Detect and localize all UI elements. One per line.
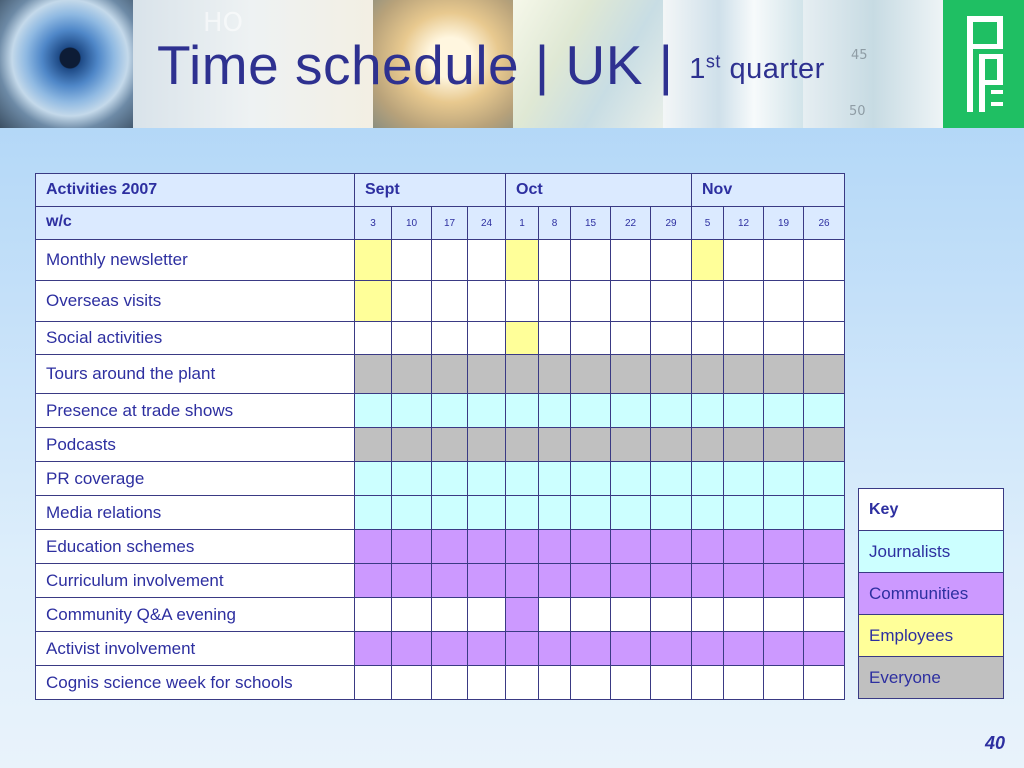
schedule-cell: [611, 496, 651, 530]
schedule-cell: [611, 462, 651, 496]
schedule-cell: [804, 355, 845, 394]
week-header: 17: [432, 207, 468, 240]
schedule-cell: [692, 496, 724, 530]
schedule-cell: [611, 281, 651, 322]
schedule-cell: [539, 496, 571, 530]
schedule-cell: [571, 598, 611, 632]
key-item-employees: Employees: [859, 615, 1004, 657]
schedule-cell: [355, 564, 392, 598]
activity-label: Community Q&A evening: [36, 598, 355, 632]
schedule-cell: [432, 598, 468, 632]
schedule-cell: [571, 632, 611, 666]
schedule-cell: [432, 530, 468, 564]
schedule-cell: [571, 428, 611, 462]
week-header: 15: [571, 207, 611, 240]
schedule-cell: [539, 530, 571, 564]
key-item-communities: Communities: [859, 573, 1004, 615]
schedule-cell: [539, 428, 571, 462]
schedule-cell: [804, 530, 845, 564]
schedule-cell: [651, 564, 692, 598]
schedule-cell: [571, 394, 611, 428]
activity-label: Presence at trade shows: [36, 394, 355, 428]
schedule-cell: [724, 666, 764, 700]
schedule-cell: [355, 394, 392, 428]
schedule-cell: [468, 322, 506, 355]
key-title: Key: [859, 489, 1004, 531]
schedule-cell: [764, 598, 804, 632]
schedule-cell: [392, 496, 432, 530]
schedule-cell: [651, 428, 692, 462]
schedule-cell: [355, 598, 392, 632]
schedule-cell: [651, 530, 692, 564]
schedule-cell: [355, 322, 392, 355]
week-header: 19: [764, 207, 804, 240]
schedule-cell: [392, 666, 432, 700]
key-table: [858, 488, 1004, 699]
schedule-cell: [764, 530, 804, 564]
schedule-cell: [392, 428, 432, 462]
week-header: 10: [392, 207, 432, 240]
schedule-cell: [651, 598, 692, 632]
schedule-cell: [468, 632, 506, 666]
schedule-cell: [468, 564, 506, 598]
schedule-cell: [692, 666, 724, 700]
table-row: [36, 666, 845, 700]
schedule-cell: [724, 632, 764, 666]
schedule-cell: [392, 598, 432, 632]
schedule-cell: [804, 598, 845, 632]
schedule-cell: [355, 666, 392, 700]
schedule-cell: [539, 322, 571, 355]
month-header-oct: Oct: [506, 174, 692, 207]
schedule-cell: [764, 564, 804, 598]
schedule-cell: [611, 394, 651, 428]
key-item-journalists: Journalists: [859, 531, 1004, 573]
activity-label: PR coverage: [36, 462, 355, 496]
schedule-cell: [355, 281, 392, 322]
basf-logo: [943, 0, 1024, 128]
schedule-cell: [724, 281, 764, 322]
schedule-cell: [571, 564, 611, 598]
schedule-cell: [651, 632, 692, 666]
schedule-cell: [804, 428, 845, 462]
schedule-cell: [506, 530, 539, 564]
schedule-cell: [355, 496, 392, 530]
schedule-cell: [506, 666, 539, 700]
schedule-cell: [651, 394, 692, 428]
schedule-cell: [611, 598, 651, 632]
schedule-cell: [571, 355, 611, 394]
activities-header: Activities 2007: [36, 174, 355, 207]
schedule-cell: [724, 240, 764, 281]
schedule-cell: [764, 666, 804, 700]
schedule-cell: [355, 530, 392, 564]
schedule-cell: [506, 281, 539, 322]
schedule-cell: [764, 632, 804, 666]
schedule-cell: [804, 394, 845, 428]
banner-text-ho: HO: [203, 8, 244, 38]
schedule-cell: [804, 564, 845, 598]
schedule-cell: [804, 281, 845, 322]
schedule-cell: [468, 530, 506, 564]
schedule-cell: [506, 496, 539, 530]
schedule-cell: [651, 355, 692, 394]
schedule-cell: [692, 530, 724, 564]
schedule-cell: [506, 240, 539, 281]
schedule-cell: [506, 355, 539, 394]
week-header-row: [36, 207, 845, 240]
eye-photo: [0, 0, 133, 128]
schedule-cell: [611, 322, 651, 355]
schedule-cell: [724, 496, 764, 530]
schedule-cell: [651, 240, 692, 281]
schedule-cell: [432, 394, 468, 428]
schedule-cell: [539, 240, 571, 281]
schedule-cell: [804, 462, 845, 496]
schedule-cell: [692, 322, 724, 355]
table-row: [36, 496, 845, 530]
schedule-cell: [651, 322, 692, 355]
schedule-cell: [392, 281, 432, 322]
page-number: 40: [985, 733, 1006, 753]
schedule-cell: [692, 355, 724, 394]
table-row: [36, 240, 845, 281]
schedule-cell: [468, 598, 506, 632]
schedule-cell: [468, 496, 506, 530]
week-header: 8: [539, 207, 571, 240]
schedule-cell: [764, 462, 804, 496]
schedule-cell: [392, 240, 432, 281]
schedule-cell: [355, 462, 392, 496]
schedule-cell: [724, 564, 764, 598]
schedule-cell: [468, 394, 506, 428]
schedule-cell: [571, 530, 611, 564]
schedule-cell: [764, 240, 804, 281]
schedule-cell: [539, 281, 571, 322]
schedule-cell: [804, 322, 845, 355]
activity-label: Curriculum involvement: [36, 564, 355, 598]
activity-label: Social activities: [36, 322, 355, 355]
slide-title: [157, 30, 825, 110]
schedule-cell: [506, 428, 539, 462]
schedule-cell: [571, 322, 611, 355]
activity-label: Monthly newsletter: [36, 240, 355, 281]
schedule-cell: [724, 530, 764, 564]
schedule-cell: [432, 355, 468, 394]
schedule-cell: [539, 462, 571, 496]
schedule-cell: [539, 598, 571, 632]
schedule-cell: [804, 240, 845, 281]
schedule-cell: [611, 355, 651, 394]
table-row: [36, 355, 845, 394]
schedule-cell: [468, 281, 506, 322]
schedule-cell: [392, 632, 432, 666]
schedule-cell: [804, 496, 845, 530]
schedule-cell: [651, 281, 692, 322]
week-commencing-label: w/c: [36, 207, 355, 240]
schedule-cell: [692, 598, 724, 632]
week-header: 12: [724, 207, 764, 240]
title-ordinal: 1: [689, 53, 706, 85]
schedule-cell: [392, 322, 432, 355]
table-row: [36, 428, 845, 462]
schedule-cell: [764, 322, 804, 355]
schedule-cell: [355, 632, 392, 666]
schedule-cell: [692, 632, 724, 666]
schedule-cell: [392, 394, 432, 428]
schedule-cell: [571, 462, 611, 496]
schedule-cell: [392, 530, 432, 564]
table-row: [36, 462, 845, 496]
schedule-cell: [764, 496, 804, 530]
week-header: 3: [355, 207, 392, 240]
schedule-cell: [506, 632, 539, 666]
schedule-cell: [692, 240, 724, 281]
schedule-cell: [611, 428, 651, 462]
schedule-cell: [468, 355, 506, 394]
schedule-cell: [764, 394, 804, 428]
schedule-cell: [651, 462, 692, 496]
schedule-cell: [392, 564, 432, 598]
schedule-cell: [506, 462, 539, 496]
title-ordinal-suffix: st: [705, 51, 721, 72]
table-row: [36, 530, 845, 564]
table-row: [36, 632, 845, 666]
schedule-cell: [506, 598, 539, 632]
activity-label: Cognis science week for schools: [36, 666, 355, 700]
schedule-cell: [506, 564, 539, 598]
schedule-cell: [432, 666, 468, 700]
schedule-cell: [468, 462, 506, 496]
schedule-cell: [506, 394, 539, 428]
schedule-cell: [724, 598, 764, 632]
schedule-cell: [539, 394, 571, 428]
schedule-cell: [432, 564, 468, 598]
week-header: 22: [611, 207, 651, 240]
schedule-cell: [571, 496, 611, 530]
schedule-cell: [692, 462, 724, 496]
table-row: [36, 394, 845, 428]
schedule-cell: [651, 496, 692, 530]
schedule-cell: [432, 281, 468, 322]
schedule-cell: [355, 428, 392, 462]
schedule-cell: [804, 666, 845, 700]
schedule-cell: [506, 322, 539, 355]
table-row: [36, 281, 845, 322]
activity-label: Tours around the plant: [36, 355, 355, 394]
schedule-cell: [692, 564, 724, 598]
week-header: 1: [506, 207, 539, 240]
schedule-cell: [611, 564, 651, 598]
schedule-cell: [724, 355, 764, 394]
schedule-cell: [724, 462, 764, 496]
activity-label: Education schemes: [36, 530, 355, 564]
schedule-cell: [468, 428, 506, 462]
activity-label: Overseas visits: [36, 281, 355, 322]
schedule-cell: [432, 462, 468, 496]
schedule-cell: [539, 564, 571, 598]
activity-label: Activist involvement: [36, 632, 355, 666]
schedule-cell: [611, 666, 651, 700]
month-header-row: [36, 174, 845, 207]
schedule-cell: [539, 666, 571, 700]
key-item-everyone: Everyone: [859, 657, 1004, 699]
schedule-cell: [724, 322, 764, 355]
schedule-cell: [392, 462, 432, 496]
schedule-cell: [539, 355, 571, 394]
schedule-table: [35, 173, 845, 700]
schedule-cell: [764, 281, 804, 322]
schedule-cell: [571, 240, 611, 281]
schedule-cell: [692, 428, 724, 462]
schedule-cell: [804, 632, 845, 666]
schedule-cell: [355, 240, 392, 281]
schedule-cell: [392, 355, 432, 394]
schedule-cell: [432, 632, 468, 666]
schedule-cell: [692, 281, 724, 322]
title-main: Time schedule | UK |: [157, 34, 690, 96]
schedule-cell: [571, 666, 611, 700]
activity-label: Podcasts: [36, 428, 355, 462]
activity-label: Media relations: [36, 496, 355, 530]
schedule-cell: [432, 496, 468, 530]
title-quarter: quarter: [720, 53, 825, 85]
schedule-cell: [432, 322, 468, 355]
schedule-cell: [611, 530, 651, 564]
schedule-cell: [724, 428, 764, 462]
schedule-cell: [571, 281, 611, 322]
schedule-cell: [355, 355, 392, 394]
schedule-cell: [468, 666, 506, 700]
month-header-sept: Sept: [355, 174, 506, 207]
week-header: 26: [804, 207, 845, 240]
schedule-cell: [764, 355, 804, 394]
schedule-cell: [764, 428, 804, 462]
schedule-cell: [432, 428, 468, 462]
schedule-cell: [611, 240, 651, 281]
schedule-cell: [692, 394, 724, 428]
schedule-cell: [651, 666, 692, 700]
schedule-cell: [724, 394, 764, 428]
month-header-nov: Nov: [692, 174, 845, 207]
banner-text-50: 50: [849, 104, 866, 119]
schedule-cell: [539, 632, 571, 666]
table-row: [36, 598, 845, 632]
table-row: [36, 564, 845, 598]
schedule-cell: [432, 240, 468, 281]
week-header: 24: [468, 207, 506, 240]
week-header: 29: [651, 207, 692, 240]
week-header: 5: [692, 207, 724, 240]
table-row: [36, 322, 845, 355]
schedule-cell: [611, 632, 651, 666]
banner-text-45: 45: [851, 48, 868, 63]
schedule-cell: [468, 240, 506, 281]
basf-logo-icon: [965, 14, 1005, 114]
